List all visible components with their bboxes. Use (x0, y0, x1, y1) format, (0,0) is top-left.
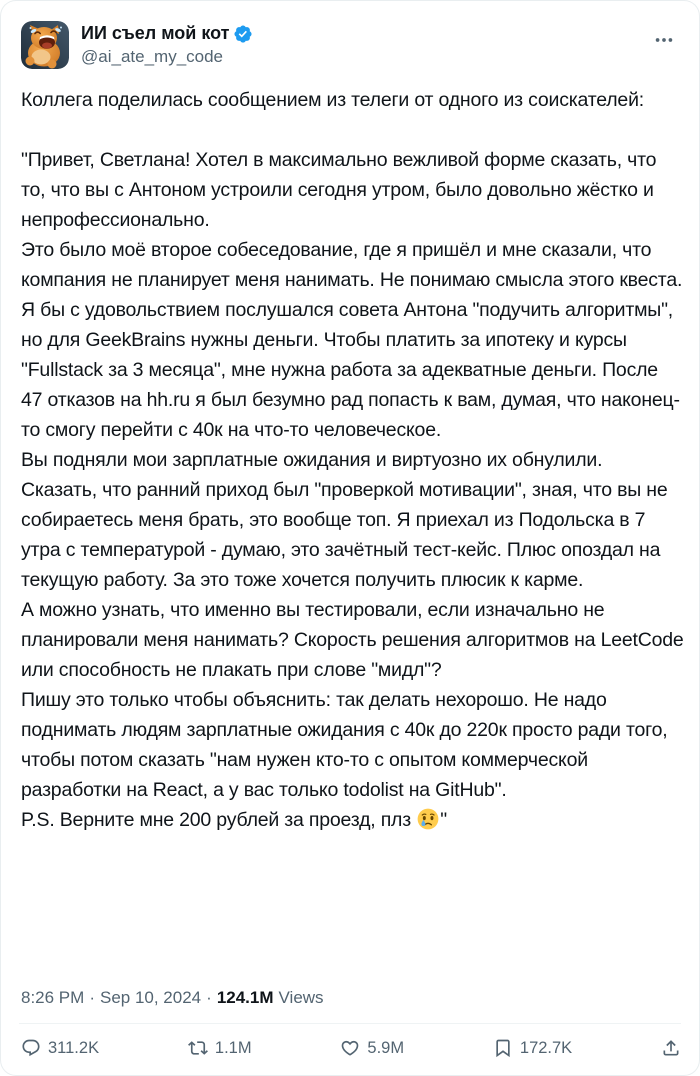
dot-separator: · (206, 988, 212, 1007)
laughing-cat-avatar-image (21, 21, 69, 69)
tweet-paragraph: Коллега поделилась сообщением из телеги от одного из соискателей: (21, 89, 644, 111)
tweet-paragraph: "Привет, Светлана! Хотел в максимально вежливой форме сказать, что то, что вы с Антоном устроили сегодня утром, было довольно жёстко и непрофессионально. (21, 149, 657, 231)
bookmark-button[interactable] (493, 1038, 572, 1058)
repost-icon (188, 1038, 208, 1058)
verified-badge-icon (233, 24, 253, 44)
tweet-text (21, 85, 684, 977)
reply-button[interactable] (21, 1038, 99, 1058)
repost-button[interactable] (188, 1038, 252, 1058)
tweet-paragraph: Я бы с удовольствием послушался совета Антона "подучить алгоритмы", но для GeekBrains нужны деньги. Чтобы платить за ипотеку и курсы "Fullstack за 3 месяца", мне нужна работа за адекватные деньги. После 47 отказов на hh.ru я был безумно рад попасть к вам, думая, что наконец-то смогу перейти с 40к на что-то человеческое. (21, 299, 680, 441)
views-count: 124.1M (216, 988, 274, 1007)
repost-count: 1.1M (214, 1038, 252, 1057)
reply-count: 311.2K (48, 1038, 100, 1057)
share-icon (661, 1038, 681, 1058)
bookmark-icon (493, 1038, 513, 1058)
tweet-paragraph (21, 115, 684, 145)
action-bar (21, 1034, 681, 1062)
avatar[interactable] (21, 21, 69, 69)
post-time: 8:26 PM (21, 988, 85, 1007)
ps-closing-quote: " (440, 809, 447, 831)
timestamp-row (21, 987, 329, 1009)
tweet-paragraphs (21, 85, 684, 805)
ps-line (21, 805, 684, 835)
ps-text: P.S. Верните мне 200 рублей за проезд, плз (21, 809, 417, 831)
like-count: 5.9M (367, 1038, 405, 1057)
heart-icon (340, 1038, 360, 1058)
tweet-paragraph: Это было моё второе собеседование, где я пришёл и мне сказали, что компания не планирует меня нанимать. Не понимаю смысла этого квеста. (21, 239, 683, 291)
share-button[interactable] (661, 1038, 681, 1058)
divider (19, 1023, 681, 1024)
reply-icon (21, 1038, 41, 1058)
post-date: Sep 10, 2024 (99, 988, 202, 1007)
dot-separator: · (89, 988, 95, 1007)
bookmark-count: 172.7K (519, 1038, 573, 1057)
tweet-header (21, 21, 681, 69)
more-button[interactable] (647, 28, 681, 52)
user-handle[interactable]: @ai_ate_my_code (81, 47, 224, 66)
author-block (81, 21, 253, 68)
tweet-paragraph: А можно узнать, что именно вы тестировали, если изначально не планировали меня нанимать? Скорость решения алгоритмов на LeetCode или способность не плакать при слове "мидл"? (21, 599, 684, 681)
display-name[interactable]: ИИ съел мой кот (81, 23, 230, 43)
tweet-paragraph: Сказать, что ранний приход был "проверкой мотивации", зная, что вы не собираетесь меня брать, это вообще топ. Я приехал из Подольска в 7 утра с температурой - думаю, это зачётный тест-кейс. Плюс опоздал на текущую работу. За это тоже хочется получить плюсик к карме. (21, 479, 668, 591)
tweet-paragraph: Пишу это только чтобы объяснить: так делать нехорошо. Не надо поднимать людям зарплатные ожидания с 40к до 220к просто ради того, чтобы потом сказать "нам нужен кто-то с опытом коммерческой разработки на React, а у вас только todolist на GitHub". (21, 689, 668, 801)
more-icon (653, 29, 675, 51)
like-button[interactable] (340, 1038, 404, 1058)
views-label: Views (278, 988, 324, 1007)
crying-face-emoji (417, 808, 439, 830)
tweet-paragraph: Вы подняли мои зарплатные ожидания и виртуозно их обнулили. (21, 449, 603, 471)
